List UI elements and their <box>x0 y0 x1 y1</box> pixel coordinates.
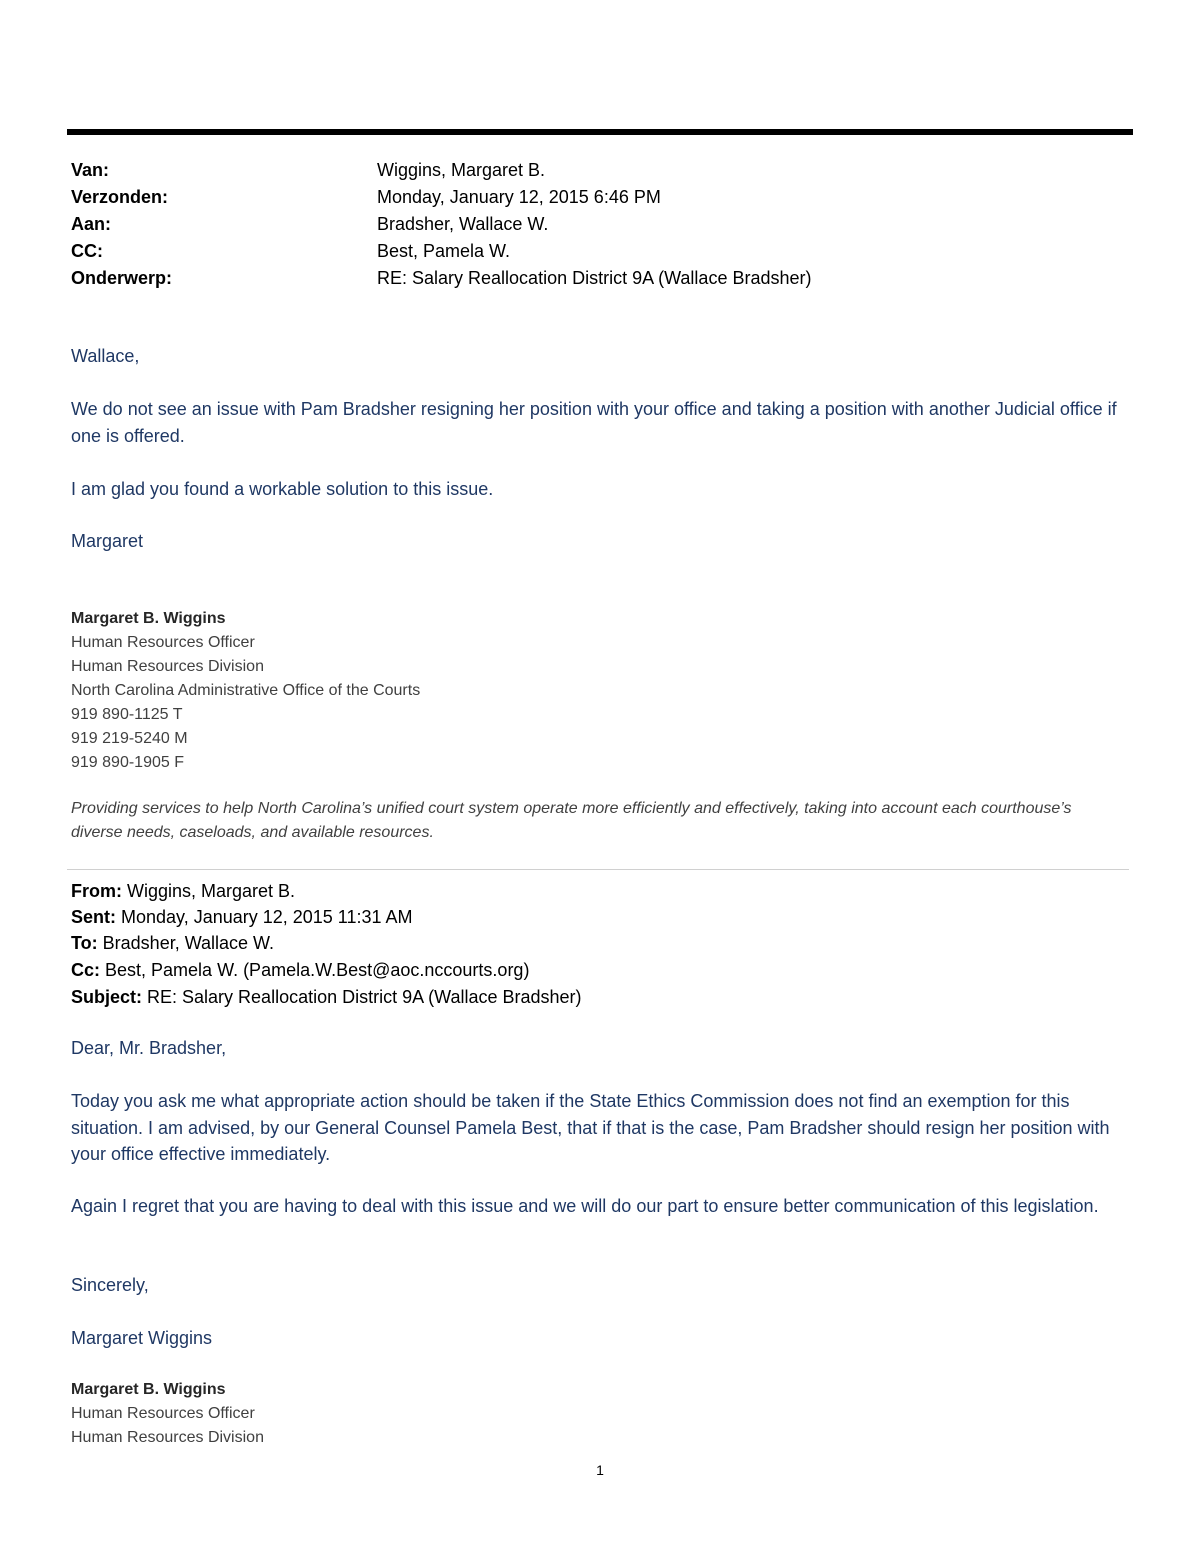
header-value: Monday, January 12, 2015 6:46 PM <box>377 187 661 207</box>
forwarded-value: Bradsher, Wallace W. <box>97 933 275 953</box>
reply-greeting: Wallace, <box>71 346 140 366</box>
signature-name: Margaret B. Wiggins <box>71 610 226 627</box>
forwarded-from-row <box>71 878 295 904</box>
header-label: Onderwerp: <box>71 268 173 288</box>
signature-title: Human Resources Officer <box>71 634 255 651</box>
forwarded-to-row <box>71 930 274 956</box>
reply-paragraph: We do not see an issue with Pam Bradsher resigning her position with your office and taking a position with another Judicial office if one is offered. <box>71 399 1117 446</box>
header-label: Van: <box>71 160 110 180</box>
forwarded-label: From: <box>71 881 122 901</box>
forwarded-cc-row <box>71 957 529 983</box>
signature-tagline: Providing services to help North Carolina’s unified court system operate more efficiently and effectively, taking into account each courthouse’s diverse needs, caseloads, and available resources. <box>71 800 1072 841</box>
original-closing: Sincerely, <box>71 1275 149 1295</box>
forwarded-value: Best, Pamela W. (Pamela.W.Best@aoc.nccourts.org) <box>100 960 530 980</box>
header-label: CC: <box>71 241 103 261</box>
signature-phone-telephone: 919 890-1125 T <box>71 706 183 723</box>
original-greeting: Dear, Mr. Bradsher, <box>71 1038 227 1058</box>
header-value: Best, Pamela W. <box>377 241 511 261</box>
forwarded-subject-row <box>71 984 582 1010</box>
signature-organization: North Carolina Administrative Office of the Courts <box>71 682 421 699</box>
forwarded-label: Subject: <box>71 987 143 1007</box>
forwarded-value: RE: Salary Reallocation District 9A (Wallace Bradsher) <box>142 987 582 1007</box>
original-closing-name: Margaret Wiggins <box>71 1328 213 1348</box>
signature-phone-fax: 919 890-1905 F <box>71 754 184 771</box>
signature-division: Human Resources Division <box>71 1429 264 1446</box>
header-label: Verzonden: <box>71 187 169 207</box>
header-value: Wiggins, Margaret B. <box>377 160 546 180</box>
header-value: RE: Salary Reallocation District 9A (Wallace Bradsher) <box>377 268 812 288</box>
forwarded-value: Monday, January 12, 2015 11:31 AM <box>116 907 413 927</box>
original-paragraph: Again I regret that you are having to deal with this issue and we will do our part to ensure better communication of this legislation. <box>71 1196 1099 1216</box>
header-value: Bradsher, Wallace W. <box>377 214 549 234</box>
reply-closing: Margaret <box>71 531 144 551</box>
signature-division: Human Resources Division <box>71 658 264 675</box>
forwarded-label: Cc: <box>71 960 101 980</box>
forwarded-label: To: <box>71 933 98 953</box>
signature-name: Margaret B. Wiggins <box>71 1381 226 1398</box>
forwarded-sent-row <box>71 904 413 930</box>
forwarded-value: Wiggins, Margaret B. <box>122 881 296 901</box>
forwarded-label: Sent: <box>71 907 116 927</box>
original-paragraph: Today you ask me what appropriate action should be taken if the State Ethics Commission does not find an exemption for this situation. I am advised, by our General Counsel Pamela Best, that if that is the case, Pam Bradsher should resign her position with your office effective immediately. <box>71 1091 1110 1164</box>
signature-phone-mobile: 919 219-5240 M <box>71 730 188 747</box>
header-rule <box>67 129 1133 135</box>
page-number: 1 <box>596 1462 604 1478</box>
header-label: Aan: <box>71 214 111 234</box>
message-divider <box>67 869 1129 870</box>
reply-paragraph: I am glad you found a workable solution to this issue. <box>71 479 494 499</box>
signature-title: Human Resources Officer <box>71 1405 255 1422</box>
